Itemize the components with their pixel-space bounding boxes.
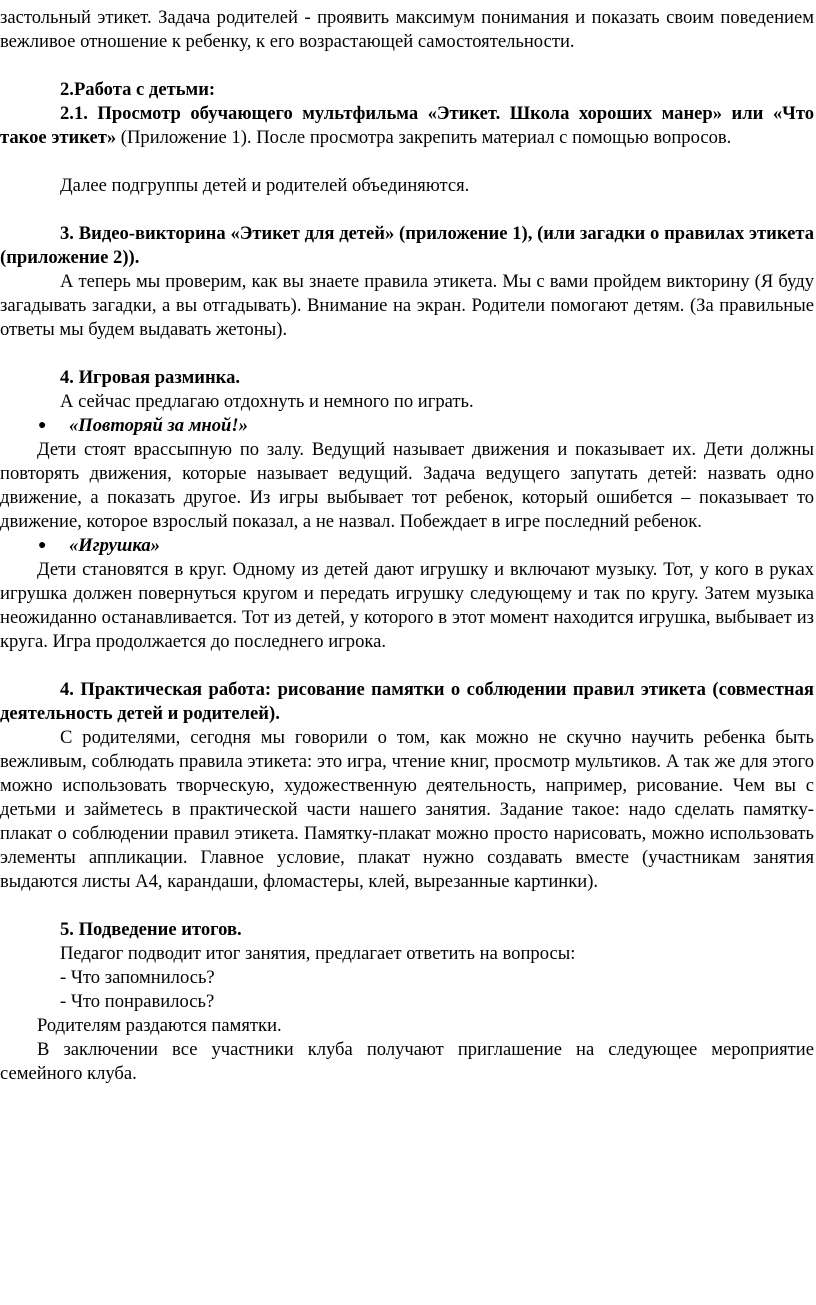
groups-join-text: Далее подгруппы детей и родителей объединяются. — [60, 175, 470, 196]
closing-text: В заключении все участники клуба получают приглашение на следующее мероприятие семейного клуба. — [0, 1039, 814, 1084]
game-2-bullet — [0, 534, 814, 558]
game-1-title: «Повторяй за мной!» — [69, 415, 248, 436]
spacer — [0, 894, 814, 918]
intro-continuation: застольный этикет. Задача родителей - проявить максимум понимания и показать своим поведением вежливое отношение к ребенку, к его возрастающей самостоятельности. — [0, 7, 814, 52]
bullet-icon: ● — [38, 538, 47, 553]
spacer — [0, 198, 814, 222]
section-4-warmup-intro: А сейчас предлагаю отдохнуть и немного по играть. — [60, 391, 474, 412]
section-2-heading: 2.Работа с детьми: — [60, 79, 216, 100]
game-2-title: «Игрушка» — [69, 535, 160, 556]
section-3-heading: 3. Видео-викторина «Этикет для детей» (приложение 1), (или загадки о правилах этикета (приложение 2)). — [0, 223, 814, 268]
section-2-1-heading: 2.1. Просмотр обучающего мультфильма «Этикет. Школа хороших манер» или «Что такое этикет» — [0, 103, 814, 148]
question-2: - Что понравилось? — [60, 991, 215, 1012]
spacer — [0, 150, 814, 174]
section-5-heading: 5. Подведение итогов. — [60, 919, 242, 940]
section-5-intro: Педагог подводит итог занятия, предлагает ответить на вопросы: — [60, 943, 576, 964]
section-2-1-text: (Приложение 1). После просмотра закрепить материал с помощью вопросов. — [116, 127, 732, 148]
game-2-text: Дети становятся в круг. Одному из детей дают игрушку и включают музыку. Тот, у кого в руках игрушка должен повернуться кругом и передать игрушку следующему и так по кругу. Затем музыка неожиданно останавливается. Тот из детей, у которого в этот момент находится игрушка, выбывает из круга. Игра продолжается до последнего игрока. — [0, 559, 814, 652]
document-page — [0, 6, 814, 1086]
game-1-bullet — [0, 414, 814, 438]
section-4-practice-text: С родителями, сегодня мы говорили о том, как можно не скучно научить ребенка быть вежливым, соблюдать правила этикета: это игра, чтение книг, просмотр мультиков. А так же для этого можно использовать творческую, художественную деятельность, например, рисование. Чем вы с детьми и займетесь в практической части нашего занятия. Задание такое: надо сделать памятку-плакат о соблюдении правил этикета. Памятку-плакат можно просто нарисовать, можно использовать элементы аппликации. Главное условие, плакат нужно создавать вместе (участникам занятия выдаются листы А4, карандаши, фломастеры, клей, вырезанные картинки). — [0, 727, 814, 892]
section-4-practice-heading: 4. Практическая работа: рисование памятки о соблюдении правил этикета (совместная деятельность детей и родителей). — [0, 679, 814, 724]
game-1-text: Дети стоят врассыпную по залу. Ведущий называет движения и показывает их. Дети должны повторять движения, которые называет ведущий. Задача ведущего запутать детей: назвать одно движение, а показать другое. Из игры выбывает тот ребенок, который ошибется – показывает то движение, которое взрослый показал, а не назвал. Побеждает в игре последний ребенок. — [0, 439, 814, 532]
spacer — [0, 654, 814, 678]
section-4-warmup-heading: 4. Игровая разминка. — [60, 367, 241, 388]
bullet-icon: ● — [38, 418, 47, 433]
section-3-text: А теперь мы проверим, как вы знаете правила этикета. Мы с вами пройдем викторину (Я буду загадывать загадки, а вы отгадывать). Внимание на экран. Родители помогают детям. (За правильные ответы мы будем выдавать жетоны). — [0, 271, 814, 340]
handout-text: Родителям раздаются памятки. — [37, 1015, 282, 1036]
question-1: - Что запомнилось? — [60, 967, 215, 988]
spacer — [0, 342, 814, 366]
spacer — [0, 54, 814, 78]
section-2-1-paragraph — [0, 102, 814, 150]
